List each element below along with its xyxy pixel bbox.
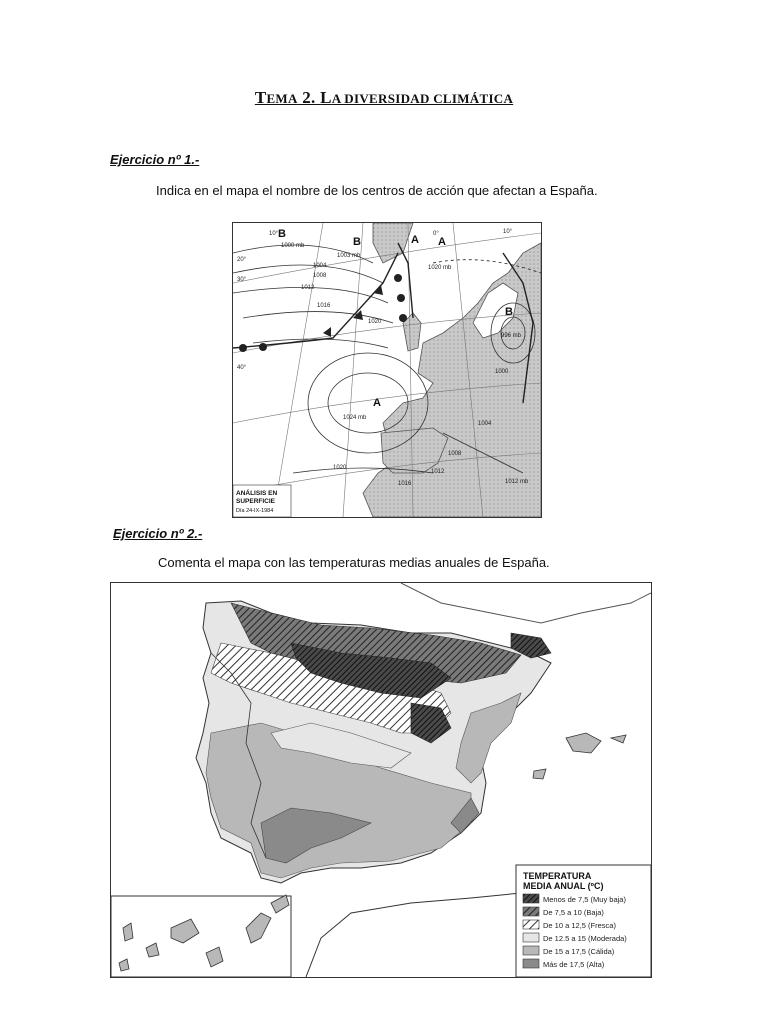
isobar-label: 1016: [317, 303, 331, 309]
isobar-label: 1004: [478, 421, 492, 427]
legend-title: TEMPERATURA: [523, 871, 592, 881]
isobar-label: 996 mb: [501, 333, 522, 339]
legend-swatch: [523, 894, 539, 903]
exercise-2-label: Ejercicio nº 2.-: [113, 526, 203, 541]
isobar-label: 1024 mb: [343, 415, 367, 421]
title-part: EMA: [266, 91, 298, 106]
isobar-label: 1008: [448, 451, 462, 457]
temperature-map-svg: [111, 583, 651, 977]
legend-label: Más de 17,5 (Alta): [543, 960, 605, 969]
legend-label: De 7,5 a 10 (Baja): [543, 908, 604, 917]
legend-swatch: [523, 907, 539, 916]
isobar-label: 1012 mb: [505, 479, 529, 485]
isobar-label: 1020 mb: [428, 265, 452, 271]
isobar-label: 1000: [495, 369, 509, 375]
legend-swatch: [523, 933, 539, 942]
title-part: L: [320, 88, 332, 107]
page-title: [0, 88, 768, 108]
legend-swatch: [523, 920, 539, 929]
balearic-islands: [566, 733, 601, 753]
canary-inset: [111, 896, 291, 977]
isobar-label: 1012: [431, 469, 445, 475]
map-caption-date: Día 24-IX-1984: [236, 508, 274, 514]
pressure-center: A: [438, 236, 446, 248]
temperature-map: [110, 582, 652, 978]
weather-map: [232, 222, 542, 518]
pressure-center: B: [353, 236, 361, 248]
exercise-1-instruction: Indica en el mapa el nombre de los centros de acción que afectan a España.: [156, 183, 598, 198]
legend-label: De 15 a 17,5 (Cálida): [543, 947, 615, 956]
isobar-label: 1016: [398, 481, 412, 487]
legend-title: MEDIA ANUAL (ºC): [523, 881, 604, 891]
lat-lon-label: 30°: [237, 277, 247, 283]
isobar-label: 1000 mb: [281, 243, 305, 249]
exercise-2-instruction: Comenta el mapa con las temperaturas medias anuales de España.: [158, 555, 550, 570]
pressure-center: A: [411, 234, 419, 246]
isobar-label: 1008: [313, 273, 327, 279]
map-caption: SUPERFICIE: [236, 498, 276, 505]
lat-lon-label: 10°: [503, 229, 513, 235]
legend-swatch: [523, 959, 539, 968]
pressure-center: B: [505, 306, 513, 318]
legend-swatch: [523, 946, 539, 955]
title-part: 2.: [297, 88, 321, 107]
isobar-label: 1020: [368, 319, 382, 325]
lat-lon-label: 20°: [237, 257, 247, 263]
title-part: A DIVERSIDAD CLIMÁTICA: [331, 91, 514, 106]
title-part: T: [254, 88, 267, 107]
pressure-center: B: [278, 228, 286, 240]
exercise-1-label: Ejercicio nº 1.-: [110, 152, 200, 167]
lat-lon-label: 10°: [269, 231, 279, 237]
legend-label: De 12.5 a 15 (Moderada): [543, 934, 627, 943]
greenland-land: [373, 223, 413, 263]
legend-label: De 10 a 12,5 (Fresca): [543, 921, 616, 930]
weather-map-svg: [233, 223, 541, 517]
pressure-center: A: [373, 397, 381, 409]
europe-land: [363, 243, 541, 517]
legend-label: Menos de 7,5 (Muy baja): [543, 895, 626, 904]
isobar-label: 1003 mb: [337, 253, 361, 259]
map-caption: ANÁLISIS EN: [236, 490, 278, 497]
isobar-label: 1004: [313, 263, 327, 269]
isobar-label: 1020: [333, 465, 347, 471]
lat-lon-label: 40°: [237, 365, 247, 371]
lat-lon-label: 0°: [433, 231, 439, 237]
isobar-label: 1012: [301, 285, 315, 291]
